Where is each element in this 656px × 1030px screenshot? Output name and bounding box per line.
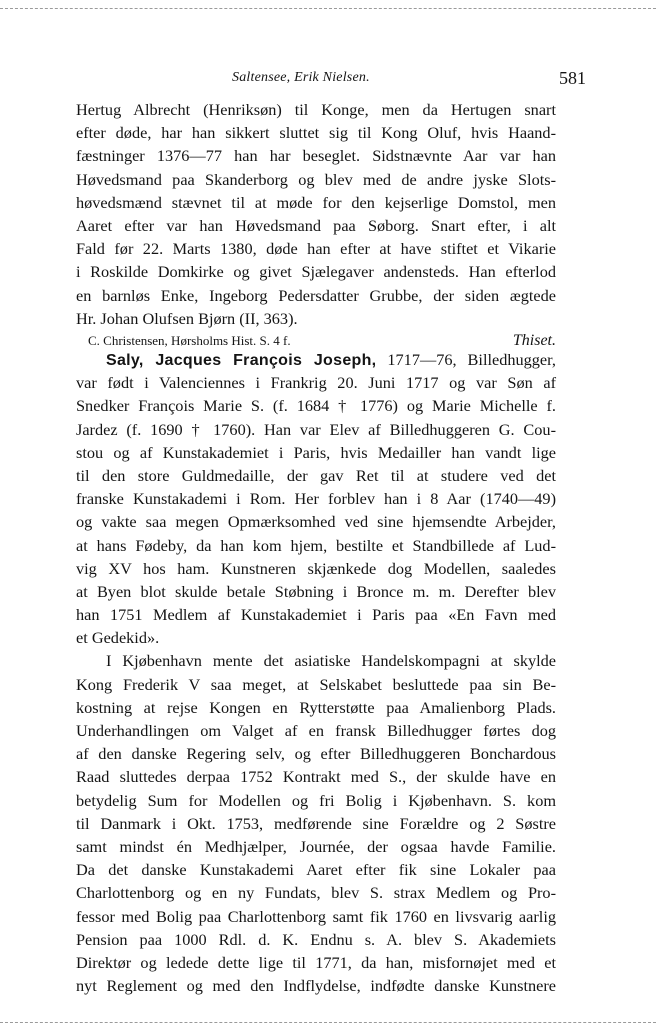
text-line: et Gedekid». xyxy=(76,628,160,648)
text-line: Charlottenborg og en ny Fundats, blev S. strax Medlem og Pro- xyxy=(76,883,556,903)
text-line: Hertug Albrecht (Henriksøn) til Konge, men da Hertugen snart xyxy=(76,100,556,119)
text-line: Kong Frederik V saa meget, at Selskabet besluttede paa sin Be- xyxy=(76,674,556,694)
text-line: fæstninger 1376—77 han har beseglet. Sidstnævnte Aar var han xyxy=(76,146,556,166)
text-line: Fald før 22. Marts 1380, døde han efter at have stiftet et Vikarie xyxy=(76,239,556,259)
text-line: Jardez (f. 1690 † 1760). Han var Elev af Billedhuggeren G. Cou- xyxy=(76,419,556,439)
text-line: at Byen blot skulde betale Støbning i Bronce m. m. Derefter blev xyxy=(76,581,556,601)
entry-heading-rest: 1717—76, Billedhugger, xyxy=(387,350,556,369)
text-line: Da det danske Kunstakademi Aaret efter fik sine Lokaler paa xyxy=(76,860,556,880)
text-line: franske Kunstakademi i Rom. Her forblev han i 8 Aar (1740—49) xyxy=(76,489,556,509)
text-line: samt mindst én Medhjælper, Journée, der ogsaa havde Familie. xyxy=(76,836,556,856)
text-line: til Danmark i Okt. 1753, medførende sine Forældre og 2 Søstre xyxy=(76,813,556,833)
entry-heading-line xyxy=(76,348,556,371)
text-line: Raad sluttedes derpaa 1752 Kontrakt med S., der skulde have en xyxy=(76,767,556,787)
page-number: 581 xyxy=(559,68,586,88)
author-signature: Thiset. xyxy=(512,331,556,349)
text-line: nyt Reglement og med den Indflydelse, indfødte danske Kunstnere xyxy=(76,976,556,996)
text-line: høvedsmænd stævnet til at møde for den kejserlige Domstol, men xyxy=(76,192,556,212)
text-line: var født i Valenciennes i Frankrig 20. Juni 1717 og var Søn af xyxy=(76,373,556,393)
text-line: Pension paa 1000 Rdl. d. K. Endnu s. A. blev S. Akademiets xyxy=(76,929,556,949)
text-line: I Kjøbenhavn mente det asiatiske Handelskompagni at skylde xyxy=(106,651,556,671)
text-line: Underhandlingen om Valget af en fransk Billedhugger førtes dog xyxy=(76,721,556,740)
entry-saly xyxy=(76,348,556,997)
text-line: Snedker François Marie S. (f. 1684 † 1776) og Marie Michelle f. xyxy=(76,396,556,416)
running-head: Saltensee, Erik Nielsen. xyxy=(232,70,370,85)
entry-nielsen-continuation xyxy=(76,98,556,352)
text-line: Hr. Johan Olufsen Bjørn (II, 363). xyxy=(76,308,298,328)
bottom-scan-border xyxy=(0,1022,656,1023)
text-line: vig XV hos ham. Kunstneren skjænkede dog Modellen, saaledes xyxy=(76,558,556,578)
source-reference: C. Christensen, Hørsholms Hist. S. 4 f. xyxy=(88,332,291,348)
text-line: til den store Guldmedaille, der gav Ret til at studere ved det xyxy=(76,465,556,485)
text-line: efter døde, har han sikkert sluttet sig til Kong Oluf, hvis Haand- xyxy=(76,123,556,143)
text-line: og vakte saa megen Opmærksomhed ved sine hjemsendte Arbejder, xyxy=(76,512,556,532)
text-line: betydelig Sum for Modellen og fri Bolig i Kjøbenhavn. S. kom xyxy=(76,790,556,810)
text-line: Høvedsmand paa Skanderborg og blev med de andre jyske Slots- xyxy=(76,169,556,189)
text-line: kostning at rejse Kongen en Rytterstøtte paa Amalienborg Plads. xyxy=(76,697,556,717)
text-line: stou og af Kunstakademiet i Paris, hvis Medailler han vandt lige xyxy=(76,442,556,462)
entry-heading-name: Saly, Jacques François Joseph, xyxy=(106,352,377,369)
top-scan-border xyxy=(0,8,656,9)
text-line: at hans Fødeby, da han kom hjem, bestilte et Standbillede af Lud- xyxy=(76,535,556,555)
text-line: i Roskilde Domkirke og givet Sjælegaver andensteds. Han efterlod xyxy=(76,262,556,282)
text-line: Direktør og ledede dette lige til 1771, da han, misfornøjet med et xyxy=(76,952,556,972)
text-line: af den danske Regering selv, og efter Billedhuggeren Bonchardous xyxy=(76,744,556,764)
text-line: Aaret efter var han Høvedsmand paa Søborg. Snart efter, i alt xyxy=(76,215,556,235)
text-line: en barnløs Enke, Ingeborg Pedersdatter Grubbe, der siden ægtede xyxy=(76,285,556,305)
text-line: han 1751 Medlem af Kunstakademiet i Paris paa «En Favn med xyxy=(76,605,556,625)
text-line: fessor med Bolig paa Charlottenborg samt fik 1760 en livsvarig aarlig xyxy=(76,906,556,926)
